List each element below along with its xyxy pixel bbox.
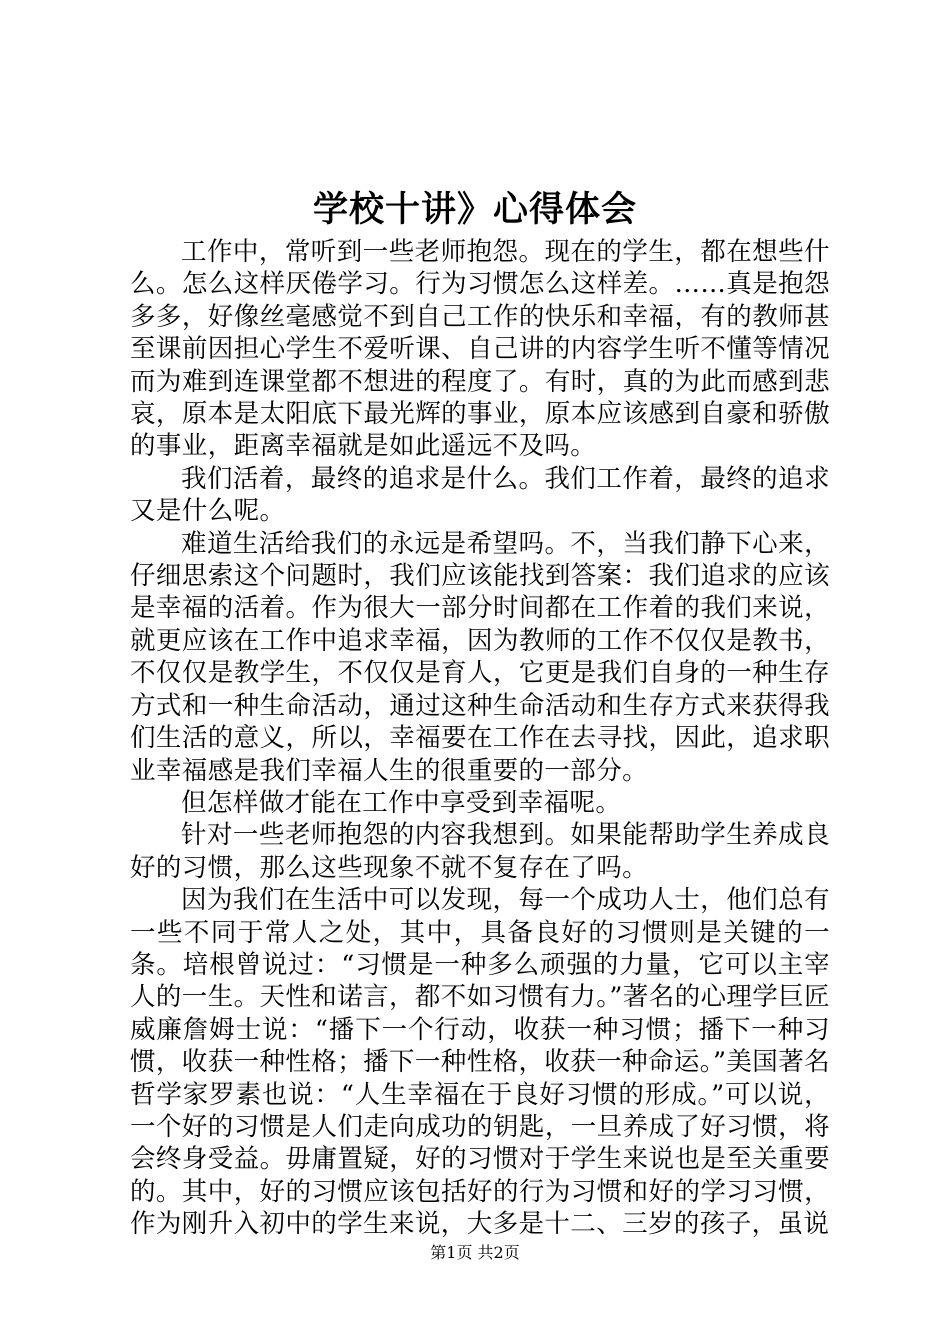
paragraph: 我们活着，最终的追求是什么。我们工作着，最终的追求又是什么呢。 bbox=[130, 463, 830, 527]
paragraph: 难道生活给我们的永远是希望吗。不，当我们静下心来，仔细思索这个问题时，我们应该能找到答案：我们追求的应该是幸福的活着。作为很大一部分时间都在工作着的我们来说，就更应该在工作中追求幸福，因为教师的工作不仅仅是教书，不仅仅是教学生，不仅仅是育人，它更是我们自身的一种生存方式和一种生命活动，通过这种生命活动和生存方式来获得我们生活的意义，所以，幸福要在工作在去寻找，因此，追求职业幸福感是我们幸福人生的很重要的一部分。 bbox=[130, 528, 830, 786]
paragraph: 因为我们在生活中可以发现，每一个成功人士，他们总有一些不同于常人之处，其中，具备良好的习惯则是关键的一条。培根曾说过：“习惯是一种多么顽强的力量，它可以主宰人的一生。天性和诺言，都不如习惯有力。”著名的心理学巨匠威廉詹姆士说：“播下一个行动，收获一种习惯；播下一种习惯，收获一种性格；播下一种性格，收获一种命运。”美国著名哲学家罗素也说：“人生幸福在于良好习惯的形成。”可以说，一个好的习惯是人们走向成功的钥匙，一旦养成了好习惯，将会终身受益。毋庸置疑，好的习惯对于学生来说也是至关重要的。其中，好的习惯应该包括好的行为习惯和好的学习习惯，作为刚升入初中的学生来说，大多是十二、三岁的孩子，虽说 bbox=[130, 885, 830, 1240]
paragraph: 但怎样做才能在工作中享受到幸福呢。 bbox=[181, 787, 622, 818]
document-body bbox=[130, 236, 830, 1241]
paragraph: 针对一些老师抱怨的内容我想到。如果能帮助学生养成良好的习惯，那么这些现象不就不复存在了吗。 bbox=[130, 820, 830, 883]
paragraph: 工作中，常听到一些老师抱怨。现在的学生，都在想些什么。怎么这样厌倦学习。行为习惯怎么这样差。……真是抱怨多多，好像丝毫感觉不到自己工作的快乐和幸福，有的教师甚至课前因担心学生不爱听课、自己讲的内容学生听不懂等情况而为难到连课堂都不想进的程度了。有时，真的为此而感到悲哀，原本是太阳底下最光辉的事业，原本应该感到自豪和骄傲的事业，距离幸福就是如此遥远不及吗。 bbox=[130, 237, 830, 462]
document-title: 学校十讲》心得体会 bbox=[312, 189, 637, 230]
page-footer: 第1页 共2页 bbox=[430, 1243, 520, 1262]
